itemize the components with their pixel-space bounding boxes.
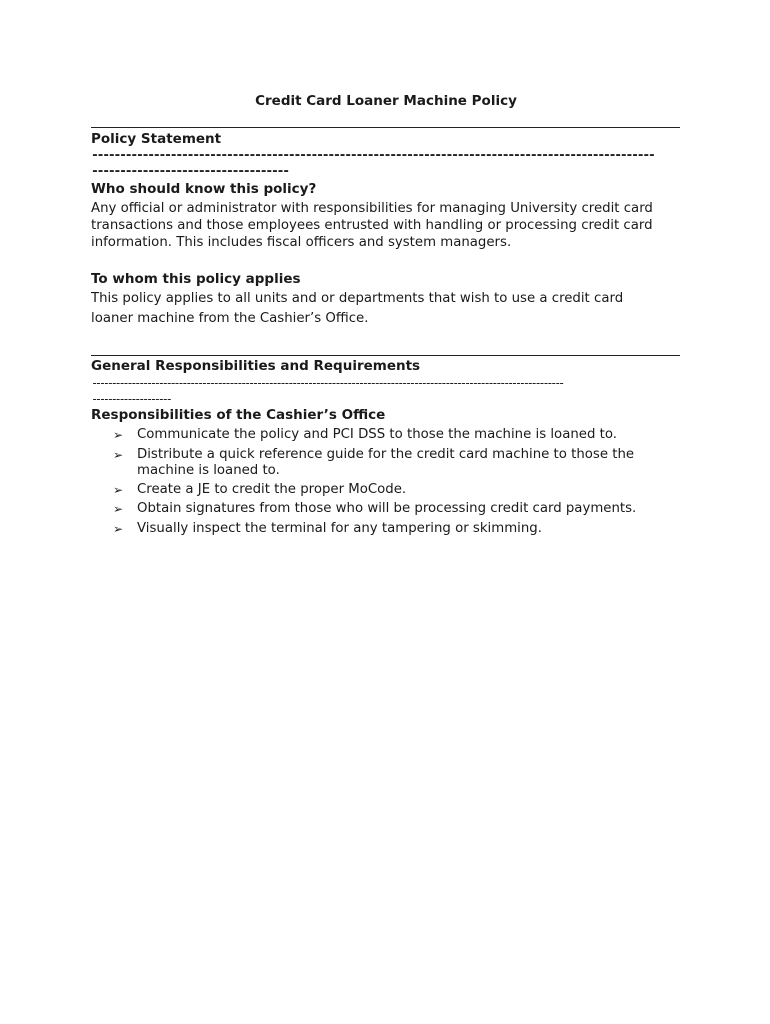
list-item-text: Visually inspect the terminal for any tampering or skimming. xyxy=(137,520,542,536)
dash-separator: ------------------------------------------------------------------------------------------------------------------------ xyxy=(91,376,562,390)
who-should-know-text: Any official or administrator with responsibilities for managing University credit card transactions and those employees entrusted with handling or processing credit card information. This includes fiscal officers and system managers. xyxy=(91,201,653,250)
list-item-text: Obtain signatures from those who will be processing credit card payments. xyxy=(137,501,637,516)
applies-text-line-1: This policy applies to all units and or departments that wish to use a credit card xyxy=(91,291,624,306)
list-item-text: Communicate the policy and PCI DSS to those the machine is loaned to. xyxy=(137,427,617,442)
title-underline-rule xyxy=(91,127,680,128)
dash-separator: ---------------------------------------------------------------------------------------------------- xyxy=(91,148,654,163)
list-item xyxy=(113,447,683,480)
list-item xyxy=(113,521,683,538)
arrow-bullet-icon: ➢ xyxy=(113,502,124,516)
policy-statement-heading: Policy Statement xyxy=(91,131,222,147)
dash-separator: ----------------------------------- xyxy=(91,164,288,179)
list-item-text: Distribute a quick reference guide for the credit card machine to those the machine is loaned to. xyxy=(137,446,635,478)
dash-separator: -------------------- xyxy=(91,392,170,406)
list-item xyxy=(113,427,683,444)
who-should-know-heading: Who should know this policy? xyxy=(91,181,317,197)
document-title: Credit Card Loaner Machine Policy xyxy=(255,93,517,109)
arrow-bullet-icon: ➢ xyxy=(113,482,124,497)
general-responsibilities-heading: General Responsibilities and Requirements xyxy=(91,358,421,374)
arrow-bullet-icon: ➢ xyxy=(113,428,124,442)
applies-heading: To whom this policy applies xyxy=(91,271,301,287)
list-item-text: Create a JE to credit the proper MoCode. xyxy=(137,481,407,497)
section-rule xyxy=(91,355,680,356)
cashier-responsibilities-heading: Responsibilities of the Cashier’s Office xyxy=(91,407,386,423)
list-item xyxy=(113,501,683,518)
list-item xyxy=(113,482,683,499)
arrow-bullet-icon: ➢ xyxy=(113,521,124,536)
arrow-bullet-icon: ➢ xyxy=(113,447,124,462)
responsibilities-list xyxy=(113,427,683,540)
applies-text-line-2: loaner machine from the Cashier’s Office. xyxy=(91,311,369,326)
